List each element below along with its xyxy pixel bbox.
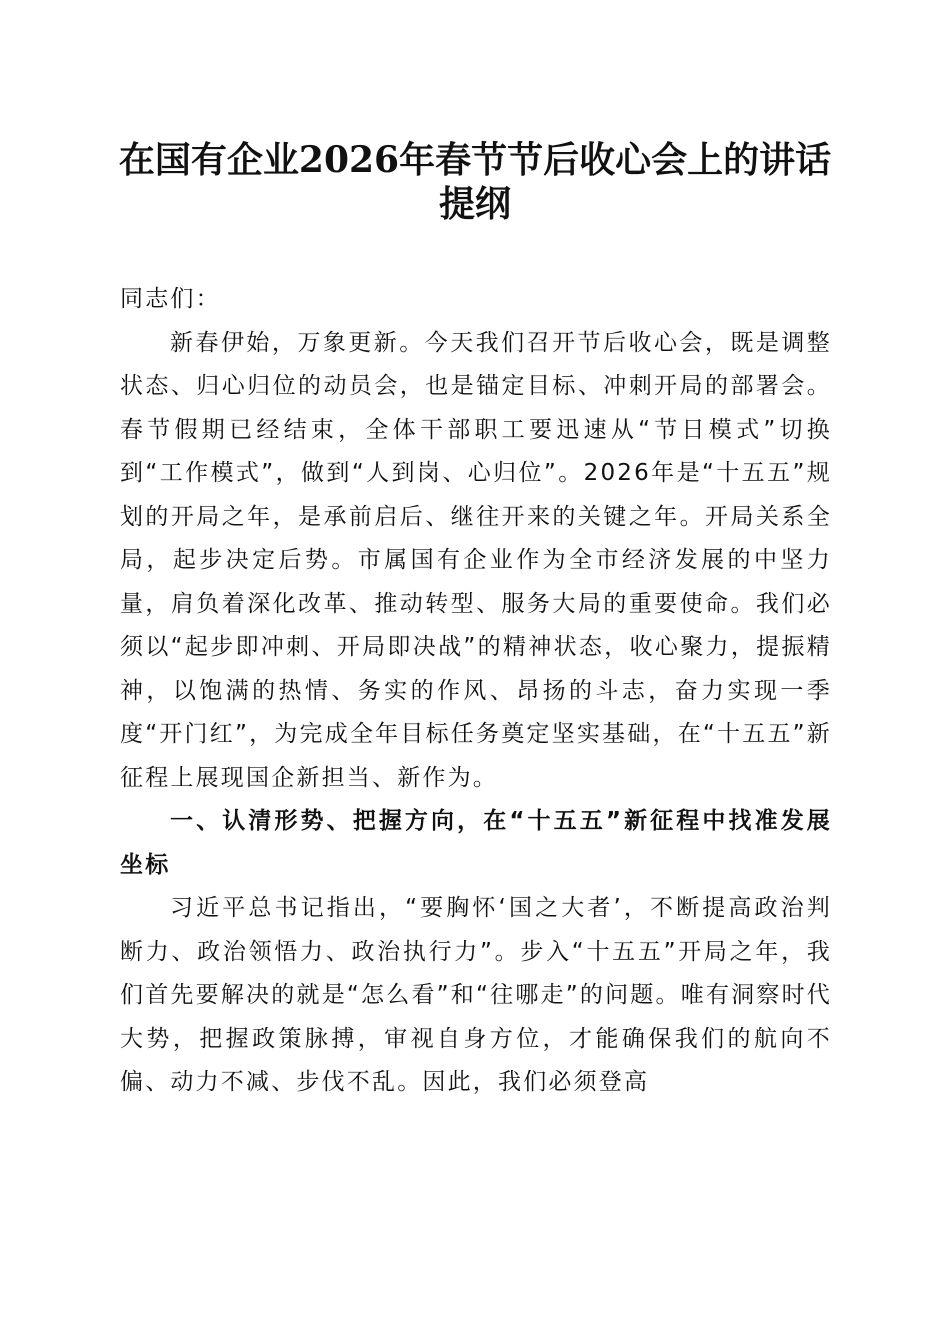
section-heading: 一、认清形势、把握方向，在“十五五”新征程中找准发展坐标	[120, 808, 832, 878]
salutation: 同志们：	[120, 286, 221, 312]
document-body	[120, 278, 832, 1105]
document-title: 在国有企业2026年春节节后收心会上的讲话提纲	[118, 139, 832, 225]
intro-paragraph: 新春伊始，万象更新。今天我们召开节后收心会，既是调整状态、归心归位的动员会，也是锚定目标、冲刺开局的部署会。春节假期已经结束，全体干部职工要迅速从“节日模式”切换到“工作模式”，做到“人到岗、心归位”。2026年是“十五五”规划的开局之年，是承前启后、继往开来的关键之年。开局关系全局，起步决定后势。市属国有企业作为全市经济发展的中坚力量，肩负着深化改革、推动转型、服务大局的重要使命。我们必须以“起步即冲刺、开局即决战”的精神状态，收心聚力，提振精神，以饱满的热情、务实的作风、昂扬的斗志，奋力实现一季度“开门红”，为完成全年目标任务奠定坚实基础，在“十五五”新征程上展现国企新担当、新作为。	[120, 329, 832, 791]
section-paragraph: 习近平总书记指出，“要胸怀‘国之大者’，不断提高政治判断力、政治领悟力、政治执行力”。步入“十五五”开局之年，我们首先要解决的就是“怎么看”和“往哪走”的问题。唯有洞察时代大势，把握政策脉搏，审视自身方位，才能确保我们的航向不偏、动力不减、步伐不乱。因此，我们必须登高	[120, 895, 832, 1095]
